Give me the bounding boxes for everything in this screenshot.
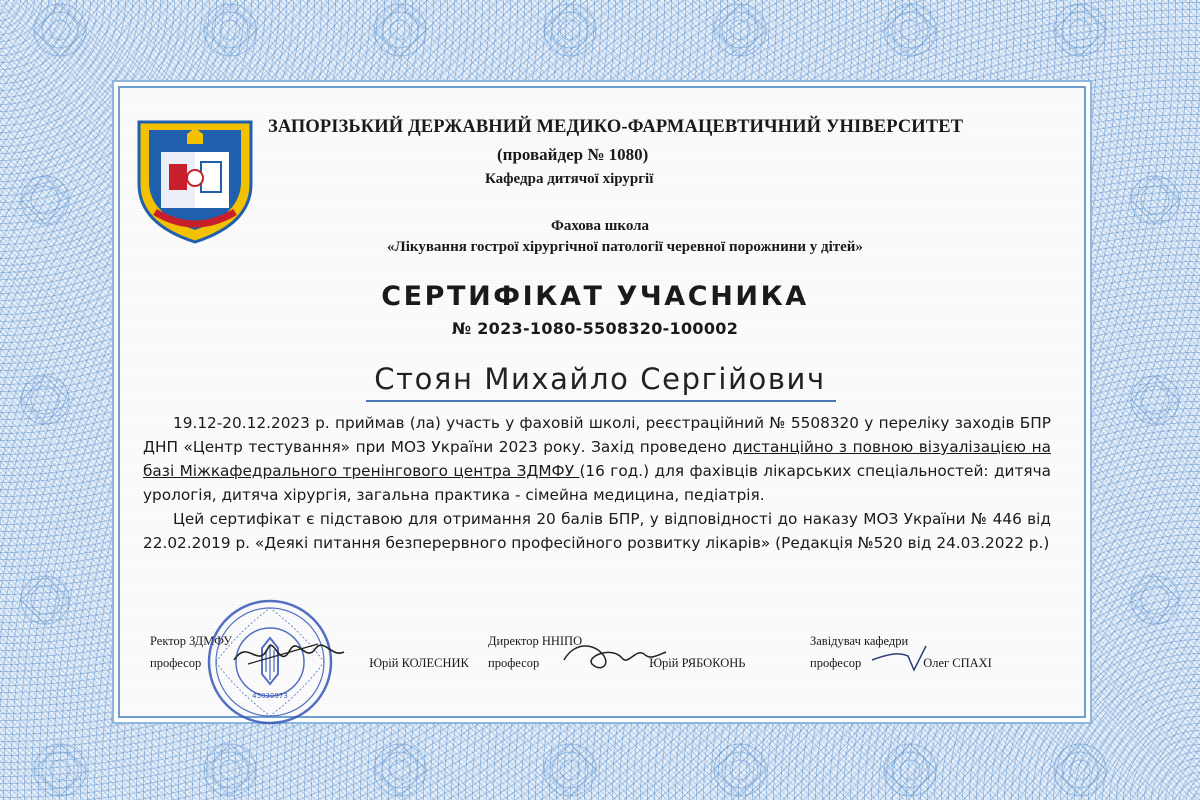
university-name: ЗАПОРІЗЬКИЙ ДЕРЖАВНИЙ МЕДИКО-ФАРМАЦЕВТИЧНИЙ УНІВЕРСИТЕТ	[268, 117, 964, 137]
head-signature	[868, 640, 958, 674]
body-paragraph-1	[143, 411, 1051, 507]
certificate-number: № 2023-1080-5508320-100002	[451, 319, 739, 338]
recipient-underline	[366, 400, 836, 402]
recipient-name: Стоян Михайло Сергійович	[374, 362, 826, 396]
certificate-title: СЕРТИФІКАТ УЧАСНИКА	[381, 281, 809, 312]
stamp-code: 45030973	[252, 692, 288, 700]
provider-number: (провайдер № 1080)	[497, 145, 649, 164]
rector-name: Юрій КОЛЕСНИК	[369, 656, 469, 670]
school-label: Фахова школа	[550, 218, 650, 234]
director-name: Юрій РЯБОКОНЬ	[649, 656, 746, 670]
head-name: Олег СПАХІ	[923, 656, 992, 670]
rector-rank: професор Юрій КОЛЕСНИК	[150, 656, 469, 670]
director-title: Директор ННІПО	[488, 634, 583, 648]
rector-title: Ректор ЗДМФУ	[150, 634, 232, 648]
body-p1-underlined: дистанційно з повною візуалізацією на базі Міжкафедрального тренінгового центра ЗДМФУ	[143, 438, 1052, 480]
head-rank: професор Олег СПАХІ	[810, 656, 992, 670]
body-p1-start: 19.12-20.12.2023 р. приймав (ла) участь у фаховій школі, реєстраційний № 5508320 у переліку заходів БПР ДНП «Центр тестування» при МОЗ України 2023 року. Захід проведено	[143, 414, 1051, 456]
certificate-body	[143, 411, 1051, 555]
body-paragraph-2: Цей сертифікат є підставою для отримання 20 балів БПР, у відповідності до наказу МОЗ України № 446 від 22.02.2019 р. «Деякі питання безперервного професійного розвитку лікарів» (Редакція №520 від 24.03.2022 р.)	[143, 510, 1051, 552]
body-p1-end: (16 год.) для фахівців лікарських спеціальностей: дитяча урологія, дитяча хірургія, загальна практика - сімейна медицина, педіатрія.	[143, 462, 1051, 504]
school-name: «Лікування гострої хірургічної патології черевної порожнини у дітей»	[387, 239, 863, 255]
head-title: Завідувач кафедри	[810, 634, 909, 648]
director-rank: професор Юрій РЯБОКОНЬ	[488, 656, 746, 670]
director-signature	[560, 636, 670, 676]
rector-signature	[228, 630, 348, 676]
department-name: Кафедра дитячої хірургії	[485, 171, 654, 187]
